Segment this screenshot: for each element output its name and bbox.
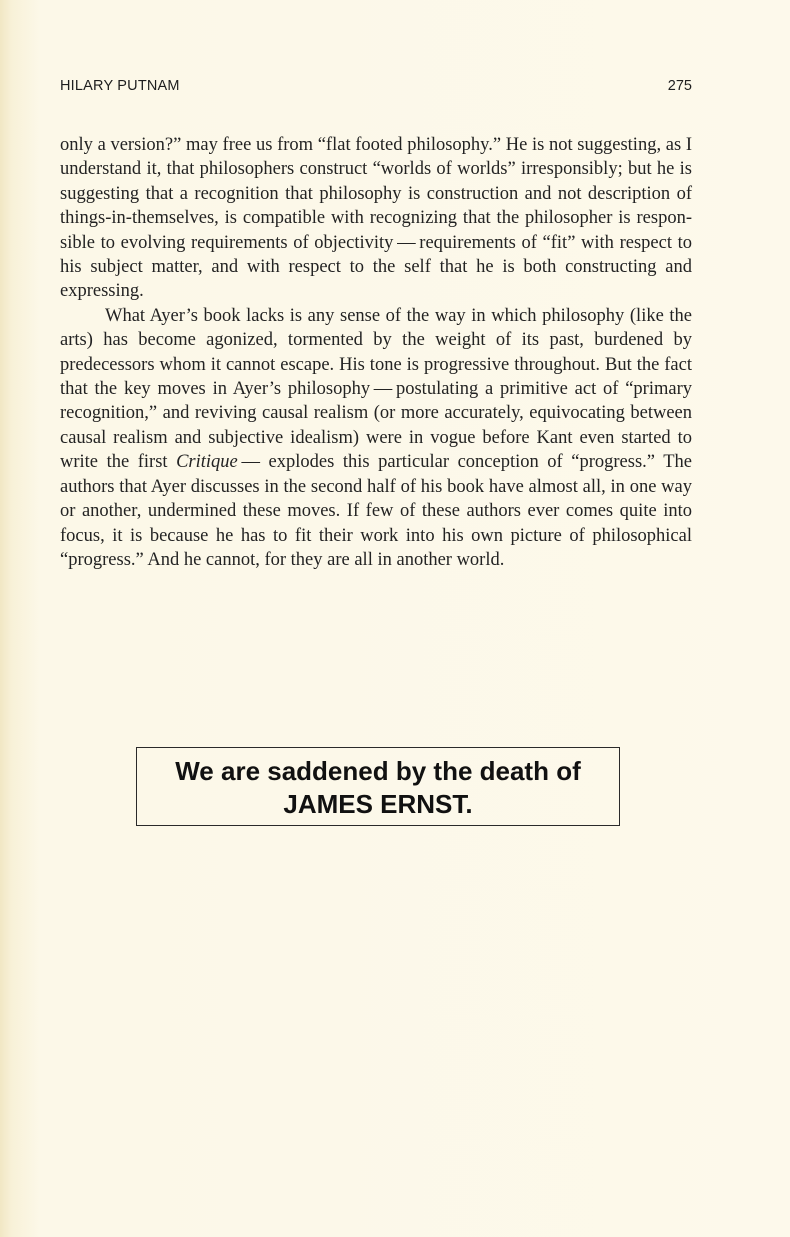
paragraph-2-text-end: — explodes this particular conception of “progress.” The authors that Ayer discusses in the second half of his book have almost all, in one way or another, undermined these moves. If few of these authors ever comes quite into focus, it is because he has to fit their work into his own picture of philosophical “progress.” And he cannot, for they are all in another world. — [60, 452, 692, 570]
paragraph-1: only a version?” may free us from “flat footed philosophy.” He is not suggesting, as I understand it, that philosophers construct “worlds of worlds” irresponsibly; but he is suggesting that a recognition that philosophy is construction and not description of things-in-themselves, is compatible with recognizing that the philosopher is responsible to evolving requirements of objectivity — requirements of “fit” with respect to his subject matter, and with respect to the self that he is both constructing and expressing. — [60, 135, 692, 302]
italic-title-critique: Critique — [176, 452, 238, 473]
page-number: 275 — [667, 78, 692, 94]
body-text — [60, 133, 692, 572]
memorial-notice-line-1: We are saddened by the death of — [175, 756, 581, 786]
memorial-notice-box — [136, 747, 620, 826]
paragraph-2-text-start: What Ayer’s book lacks is any sense of the way in which philosophy (like the arts) has become agonized, tormented by the weight of its past, burdened by predecessors whom it cannot escape. His tone is progressive throughout. But the fact that the key moves in Ayer’s philosophy — postulating a primitive act of “primary recognition,” and reviving causal realism (or more accurately, equivocating between causal realism and subjective idealism) were in vogue before Kant even started to write the first — [60, 305, 692, 473]
page-header — [60, 78, 692, 100]
running-head: HILARY PUTNAM — [60, 78, 180, 94]
paragraph-2 — [60, 304, 692, 572]
memorial-notice-line-2: JAMES ERNST. — [283, 789, 473, 819]
